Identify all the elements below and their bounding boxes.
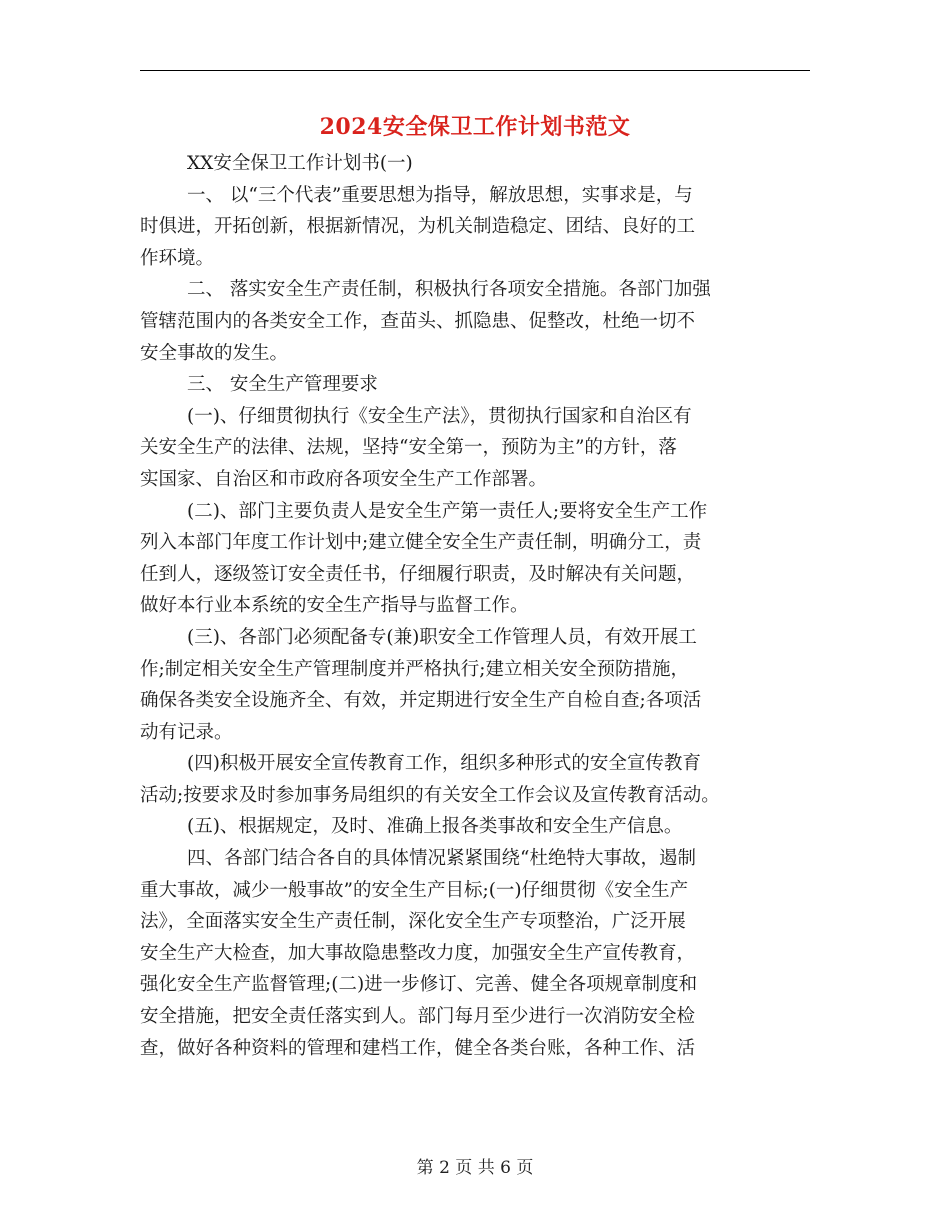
text-line: 安全事故的发生。 (140, 342, 289, 364)
text-line: 安全生产大检查，加大事故隐患整改力度，加强安全生产宣传教育， (140, 942, 696, 964)
text-line: (四)积极开展安全宣传教育工作，组织多种形式的安全宣传教育 (187, 753, 701, 775)
text-line: (一)、仔细贯彻执行《安全生产法》，贯彻执行国家和自治区有 (187, 405, 692, 427)
text-line: 法》，全面落实安全生产责任制，深化安全生产专项整治，广泛开展 (140, 911, 686, 933)
text-line: 做好本行业本系统的安全生产指导与监督工作。 (140, 595, 529, 617)
text-line: 列入本部门年度工作计划中;建立健全安全生产责任制，明确分工，责 (140, 532, 702, 554)
text-line: (五)、根据规定，及时、准确上报各类事故和安全生产信息。 (187, 816, 683, 838)
text-line: 强化安全生产监督管理;(二)进一步修订、完善、健全各项规章制度和 (140, 974, 698, 996)
text-line: 任到人，逐级签订安全责任书，仔细履行职责，及时解决有关问题， (140, 563, 696, 585)
text-line: 确保各类安全设施齐全、有效，并定期进行安全生产自检自查;各项活 (140, 690, 702, 712)
text-line: 四、各部门结合各自的具体情况紧紧围绕“杜绝特大事故，遏制 (187, 848, 696, 870)
text-line: XX安全保卫工作计划书(一) (187, 153, 413, 174)
text-line: 实国家、自治区和市政府各项安全生产工作部署。 (140, 468, 548, 490)
text-line: 时俱进，开拓创新，根据新情况，为机关制造稳定、团结、良好的工 (140, 216, 696, 238)
text-line: 二、 落实安全生产责任制，积极执行各项安全措施。各部门加强 (187, 279, 711, 301)
text-line: 三、 安全生产管理要求 (187, 374, 378, 396)
page-number: 第 2 页 共 6 页 (416, 1158, 534, 1178)
document-title: 2024安全保卫工作计划书范文 (319, 114, 631, 140)
header-rule (140, 70, 810, 71)
text-line: 安全措施，把安全责任落实到人。部门每月至少进行一次消防安全检 (140, 1006, 696, 1028)
text-line: 一、 以“三个代表”重要思想为指导，解放思想，实事求是，与 (187, 184, 693, 206)
text-line: 活动;按要求及时参加事务局组织的有关安全工作会议及宣传教育活动。 (140, 784, 720, 806)
text-line: 重大事故，减少一般事故”的安全生产目标;(一)仔细贯彻《安全生产 (140, 879, 689, 901)
text-line: 作环境。 (140, 247, 215, 269)
text-line: 查，做好各种资料的管理和建档工作，健全各类台账，各种工作、活 (140, 1037, 696, 1059)
text-line: 管辖范围内的各类安全工作，查苗头、抓隐患、促整改，杜绝一切不 (140, 310, 696, 332)
text-line: (三)、各部门必须配备专(兼)职安全工作管理人员，有效开展工 (187, 626, 697, 648)
text-line: 作;制定相关安全生产管理制度并严格执行;建立相关安全预防措施， (140, 658, 689, 680)
text-line: (二)、部门主要负责人是安全生产第一责任人;要将安全生产工作 (187, 500, 708, 522)
document-body (140, 148, 810, 1064)
text-line: 动有记录。 (140, 721, 233, 743)
text-line: 关安全生产的法律、法规，坚持“安全第一，预防为主”的方针，落 (140, 437, 677, 459)
